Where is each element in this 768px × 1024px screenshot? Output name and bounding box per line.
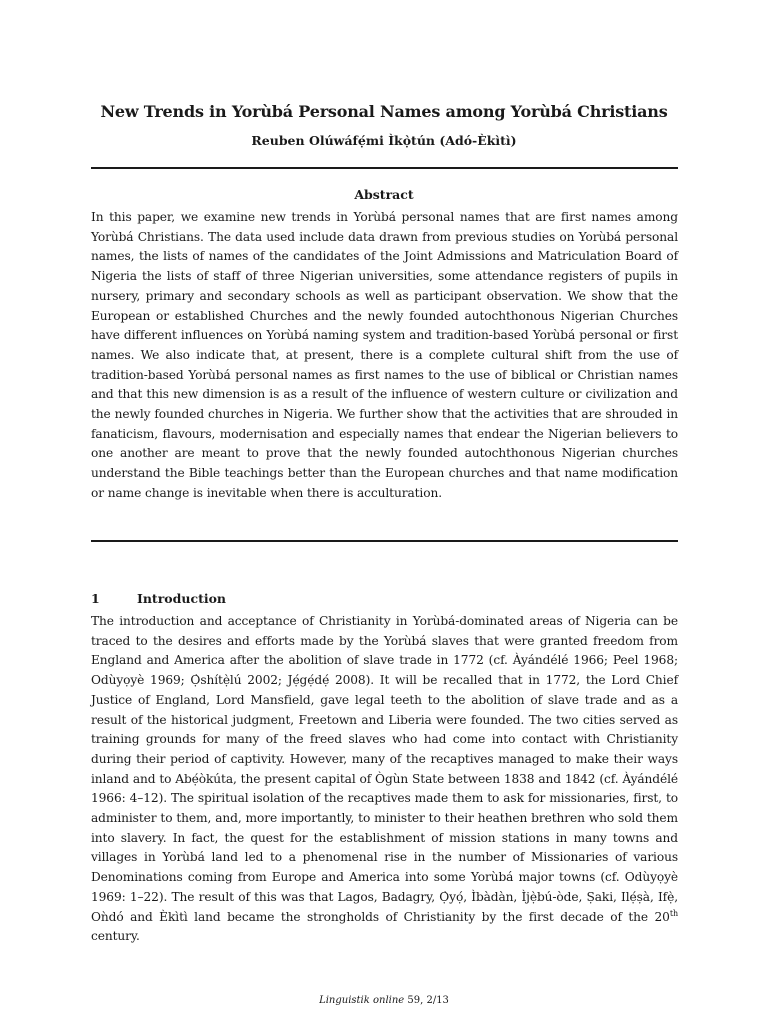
abstract-text: In this paper, we examine new trends in Yorùbá personal names that are first names among Yorùbá Christians. The data used include data drawn from previous studies on Yorùbá personal names, the lists of names of the candidates of the Joint Admissions and Matriculation Board of Nigeria the lists of staff of three Nigerian universities, some attendance registers of pupils in nursery, primary and secondary schools as well as participant observation. We show that the European or established Churches and the newly founded autochthonous Nigerian Churches have different influences on Yorùbá naming system and tradition-based Yorùbá personal or first names. We also indicate that, at present, there is a complete cultural shift from the use of tradition-based Yorùbá personal names as first names to the use of biblical or Christian names and that this new dimension is as a result of the influence of western culture or civilization and the newly founded churches in Nigeria. We further show that the activities that are shrouded in fanaticism, flavours, modernisation and especially names that endear the Nigerian believers to one another are meant to prove that the newly founded autochthonous Nigerian churches understand the Bible teachings better than the European churches and that name modification or name change is inevitable when there is acculturation. [91,210,678,500]
footer-journal: Linguistik online [319,995,405,1006]
footer-issue: 59, 2/13 [404,995,449,1006]
abstract-top-rule [91,167,678,169]
abstract-heading: Abstract [354,187,414,202]
introduction-ending: century. [91,929,140,944]
century-superscript: th [669,908,678,918]
paper-title: New Trends in Yorùbá Personal Names among Yorùbá Christians [100,102,668,121]
introduction-text [91,612,678,947]
page-footer [60,994,708,1008]
author-line: Reuben Olúwáfẹ́mi Ìkọ̀tún (Adó-Èkìtì) [251,133,517,148]
section-number: 1 [91,591,100,606]
introduction-paragraph: The introduction and acceptance of Christianity in Yorùbá-dominated areas of Nigeria can be traced to the desires and efforts made by the Yorùbá slaves that were granted freedom from England and America after the abolition of slave trade in 1772 (cf. Àyándélé 1966; Peel 1968; Odùyọyè 1969; Ọ̀shítẹ̀lú 2002; Jẹ́gẹ́dẹ́ 2008). It will be recalled that in 1772, the Lord Chief Justice of England, Lord Mansfield, gave legal teeth to the abolition of slave trade and as a result of the historical judgment, Freetown and Liberia were founded. The two cities served as training grounds for many of the freed slaves who had come into contact with Christianity during their period of captivity. However, many of the recaptives managed to make their ways inland and to Abẹ́òkúta, the present capital of Ògùn State between 1838 and 1842 (cf. Àyándélé 1966: 4–12). The spiritual isolation of the recaptives made them to ask for missionaries, first, to administer to them, and, more importantly, to minister to their heathen brethren who sold them into slavery. In fact, the quest for the establishment of mission stations in many towns and villages in Yorùbá land led to a phenomenal rise in the number of Missionaries of various Denominations coming from Europe and America into some Yorùbá major towns (cf. Odùyọyè 1969: 1–22). The result of this was that Lagos, Badagry, Ọ̀yọ́, Ìbàdàn, Ìjẹ̀bú-òde, Ṣaki, Ilẹ́ṣà, Ifẹ̀, Oǹdó and Èkìtì land became the strongholds of Christianity by the first decade of the 20 [91,614,678,924]
section-title: Introduction [137,591,227,606]
section-heading [91,590,678,608]
abstract-bottom-rule [91,540,678,542]
